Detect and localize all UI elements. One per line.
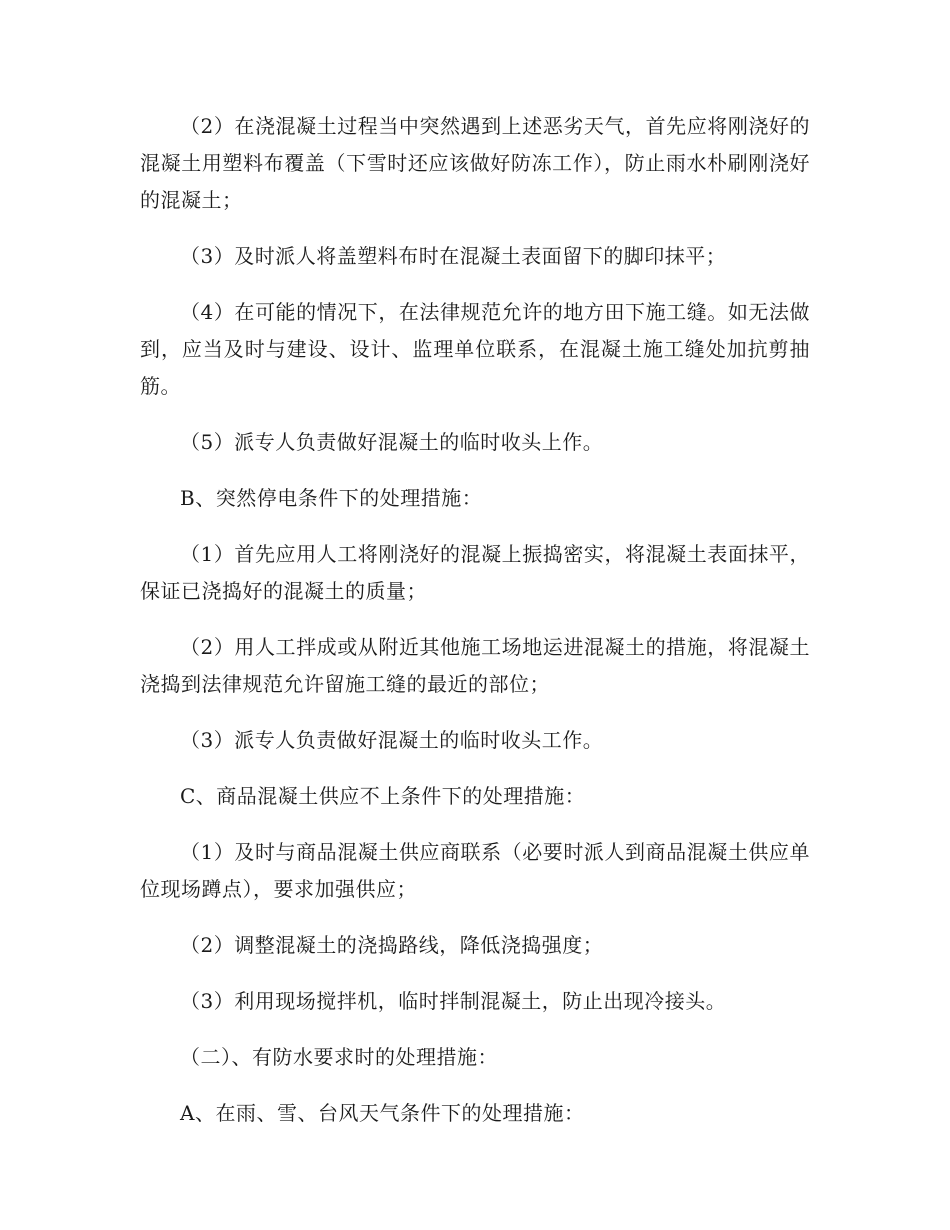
paragraph-manual-mixing: （2）用人工拌成或从附近其他施工场地运进混凝土的措施，将混凝土浇捣到法律规范允许留施工缝的最近的部位； [140,635,810,696]
paragraph-onsite-mixer: （3）利用现场搅拌机，临时拌制混凝土，防止出现冷接头。 [180,989,727,1013]
paragraph-weather-cover: （2）在浇混凝土过程当中突然遇到上述恶劣天气，首先应将刚浇好的混凝土用塑料布覆盖（下雪时还应该做好防冻工作），防止雨水朴刷刚浇好的混凝土； [140,114,810,212]
heading-power-outage: B、突然停电条件下的处理措施： [180,486,483,510]
paragraph-adjust-route: （2）调整混凝土的浇捣路线，降低浇捣强度； [180,933,604,957]
paragraph-temporary-finish-2: （3）派专人负责做好混凝土的临时收头工作。 [180,728,604,752]
paragraph-temporary-finish: （5）派专人负责做好混凝土的临时收头上作。 [180,430,604,454]
heading-rain-snow-typhoon: A、在雨、雪、台风天气条件下的处理措施： [180,1101,585,1125]
heading-waterproof-requirements: （二）、有防水要求时的处理措施： [180,1045,498,1069]
paragraph-manual-vibration: （1）首先应用人工将刚浇好的混凝上振捣密实，将混凝土表面抹平，保证已浇捣好的混凝土的质量； [140,542,810,603]
document-body [140,108,810,1151]
heading-supply-shortage: C、商品混凝土供应不上条件下的处理措施： [180,784,586,808]
paragraph-footprint-smoothing: （3）及时派人将盖塑料布时在混凝土表面留下的脚印抹平； [180,244,727,268]
paragraph-contact-supplier: （1）及时与商品混凝土供应商联系（必要时派人到商品混凝土供应单位现场蹲点），要求加强供应； [140,840,810,901]
paragraph-construction-joint: （4）在可能的情况下，在法律规范允许的地方田下施工缝。如无法做到，应当及时与建设、设计、监理单位联系，在混凝土施工缝处加抗剪抽筋。 [140,300,810,398]
